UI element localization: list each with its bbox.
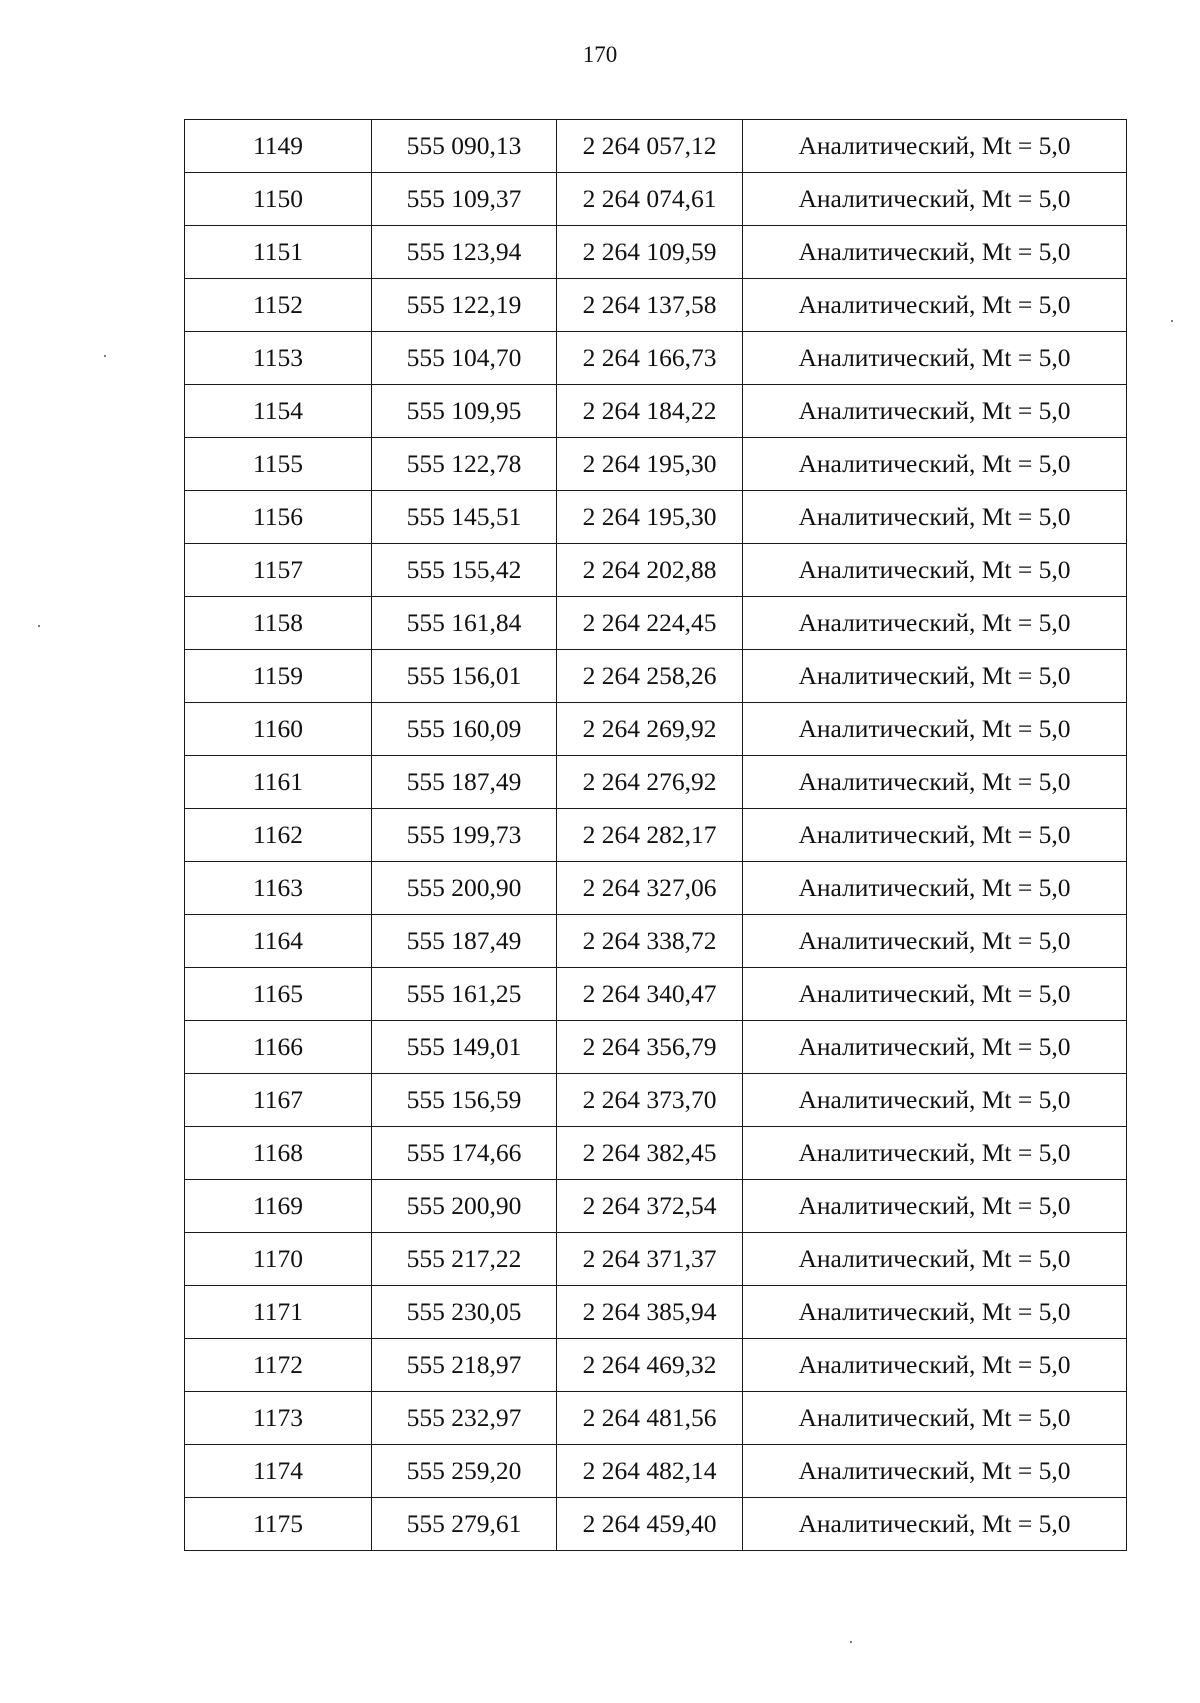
method-cell: Аналитический, Mt = 5,0	[743, 915, 1127, 968]
table-row	[185, 1127, 1127, 1180]
method-cell: Аналитический, Mt = 5,0	[743, 1233, 1127, 1286]
method-cell: Аналитический, Mt = 5,0	[743, 862, 1127, 915]
table-row	[185, 385, 1127, 438]
method-cell: Аналитический, Mt = 5,0	[743, 1074, 1127, 1127]
y-coordinate-cell: 2 264 371,37	[557, 1233, 743, 1286]
y-coordinate-cell: 2 264 276,92	[557, 756, 743, 809]
point-number-cell: 1174	[185, 1445, 372, 1498]
x-coordinate-cell: 555 160,09	[372, 703, 557, 756]
point-number-cell: 1159	[185, 650, 372, 703]
y-coordinate-cell: 2 264 195,30	[557, 491, 743, 544]
x-coordinate-cell: 555 149,01	[372, 1021, 557, 1074]
x-coordinate-cell: 555 145,51	[372, 491, 557, 544]
point-number-cell: 1152	[185, 279, 372, 332]
point-number-cell: 1153	[185, 332, 372, 385]
x-coordinate-cell: 555 122,19	[372, 279, 557, 332]
point-number-cell: 1150	[185, 173, 372, 226]
method-cell: Аналитический, Mt = 5,0	[743, 1498, 1127, 1551]
x-coordinate-cell: 555 109,95	[372, 385, 557, 438]
method-cell: Аналитический, Mt = 5,0	[743, 544, 1127, 597]
method-cell: Аналитический, Mt = 5,0	[743, 1392, 1127, 1445]
y-coordinate-cell: 2 264 184,22	[557, 385, 743, 438]
point-number-cell: 1167	[185, 1074, 372, 1127]
x-coordinate-cell: 555 090,13	[372, 120, 557, 173]
method-cell: Аналитический, Mt = 5,0	[743, 1180, 1127, 1233]
y-coordinate-cell: 2 264 481,56	[557, 1392, 743, 1445]
y-coordinate-cell: 2 264 356,79	[557, 1021, 743, 1074]
point-number-cell: 1169	[185, 1180, 372, 1233]
point-number-cell: 1170	[185, 1233, 372, 1286]
x-coordinate-cell: 555 161,84	[372, 597, 557, 650]
y-coordinate-cell: 2 264 109,59	[557, 226, 743, 279]
x-coordinate-cell: 555 217,22	[372, 1233, 557, 1286]
method-cell: Аналитический, Mt = 5,0	[743, 756, 1127, 809]
table-row	[185, 1392, 1127, 1445]
x-coordinate-cell: 555 123,94	[372, 226, 557, 279]
method-cell: Аналитический, Mt = 5,0	[743, 332, 1127, 385]
table-row	[185, 1445, 1127, 1498]
x-coordinate-cell: 555 187,49	[372, 915, 557, 968]
table-row	[185, 968, 1127, 1021]
table-row	[185, 597, 1127, 650]
method-cell: Аналитический, Mt = 5,0	[743, 1339, 1127, 1392]
method-cell: Аналитический, Mt = 5,0	[743, 703, 1127, 756]
x-coordinate-cell: 555 230,05	[372, 1286, 557, 1339]
page-number: 170	[582, 42, 618, 67]
table-row	[185, 1286, 1127, 1339]
y-coordinate-cell: 2 264 482,14	[557, 1445, 743, 1498]
y-coordinate-cell: 2 264 372,54	[557, 1180, 743, 1233]
table-row	[185, 544, 1127, 597]
x-coordinate-cell: 555 200,90	[372, 1180, 557, 1233]
point-number-cell: 1154	[185, 385, 372, 438]
point-number-cell: 1173	[185, 1392, 372, 1445]
table-row	[185, 1233, 1127, 1286]
x-coordinate-cell: 555 200,90	[372, 862, 557, 915]
x-coordinate-cell: 555 109,37	[372, 173, 557, 226]
y-coordinate-cell: 2 264 202,88	[557, 544, 743, 597]
x-coordinate-cell: 555 156,59	[372, 1074, 557, 1127]
coordinates-table	[184, 119, 1127, 1551]
y-coordinate-cell: 2 264 195,30	[557, 438, 743, 491]
x-coordinate-cell: 555 174,66	[372, 1127, 557, 1180]
point-number-cell: 1162	[185, 809, 372, 862]
point-number-cell: 1155	[185, 438, 372, 491]
y-coordinate-cell: 2 264 269,92	[557, 703, 743, 756]
table-row	[185, 756, 1127, 809]
method-cell: Аналитический, Mt = 5,0	[743, 809, 1127, 862]
y-coordinate-cell: 2 264 224,45	[557, 597, 743, 650]
method-cell: Аналитический, Mt = 5,0	[743, 226, 1127, 279]
table-row	[185, 703, 1127, 756]
y-coordinate-cell: 2 264 137,58	[557, 279, 743, 332]
y-coordinate-cell: 2 264 340,47	[557, 968, 743, 1021]
table-row	[185, 332, 1127, 385]
point-number-cell: 1160	[185, 703, 372, 756]
point-number-cell: 1149	[185, 120, 372, 173]
point-number-cell: 1165	[185, 968, 372, 1021]
scan-speck	[104, 355, 106, 357]
y-coordinate-cell: 2 264 166,73	[557, 332, 743, 385]
method-cell: Аналитический, Mt = 5,0	[743, 491, 1127, 544]
method-cell: Аналитический, Mt = 5,0	[743, 1286, 1127, 1339]
point-number-cell: 1157	[185, 544, 372, 597]
scan-speck	[38, 625, 40, 627]
x-coordinate-cell: 555 161,25	[372, 968, 557, 1021]
table-row	[185, 1180, 1127, 1233]
table-row	[185, 491, 1127, 544]
y-coordinate-cell: 2 264 459,40	[557, 1498, 743, 1551]
y-coordinate-cell: 2 264 327,06	[557, 862, 743, 915]
coordinates-table-body	[185, 120, 1127, 1551]
table-row	[185, 279, 1127, 332]
table-row	[185, 438, 1127, 491]
method-cell: Аналитический, Mt = 5,0	[743, 173, 1127, 226]
table-row	[185, 173, 1127, 226]
x-coordinate-cell: 555 156,01	[372, 650, 557, 703]
x-coordinate-cell: 555 122,78	[372, 438, 557, 491]
y-coordinate-cell: 2 264 258,26	[557, 650, 743, 703]
table-row	[185, 1021, 1127, 1074]
point-number-cell: 1175	[185, 1498, 372, 1551]
y-coordinate-cell: 2 264 382,45	[557, 1127, 743, 1180]
table-row	[185, 1498, 1127, 1551]
point-number-cell: 1151	[185, 226, 372, 279]
table-row	[185, 650, 1127, 703]
point-number-cell: 1164	[185, 915, 372, 968]
point-number-cell: 1156	[185, 491, 372, 544]
x-coordinate-cell: 555 104,70	[372, 332, 557, 385]
method-cell: Аналитический, Mt = 5,0	[743, 597, 1127, 650]
point-number-cell: 1168	[185, 1127, 372, 1180]
method-cell: Аналитический, Mt = 5,0	[743, 1445, 1127, 1498]
scan-speck	[1171, 320, 1173, 322]
method-cell: Аналитический, Mt = 5,0	[743, 438, 1127, 491]
table-row	[185, 862, 1127, 915]
point-number-cell: 1166	[185, 1021, 372, 1074]
method-cell: Аналитический, Mt = 5,0	[743, 385, 1127, 438]
method-cell: Аналитический, Mt = 5,0	[743, 1127, 1127, 1180]
y-coordinate-cell: 2 264 074,61	[557, 173, 743, 226]
method-cell: Аналитический, Mt = 5,0	[743, 279, 1127, 332]
table-row	[185, 1074, 1127, 1127]
point-number-cell: 1172	[185, 1339, 372, 1392]
y-coordinate-cell: 2 264 338,72	[557, 915, 743, 968]
y-coordinate-cell: 2 264 469,32	[557, 1339, 743, 1392]
x-coordinate-cell: 555 232,97	[372, 1392, 557, 1445]
table-row	[185, 120, 1127, 173]
x-coordinate-cell: 555 187,49	[372, 756, 557, 809]
table-row	[185, 915, 1127, 968]
table-row	[185, 809, 1127, 862]
x-coordinate-cell: 555 279,61	[372, 1498, 557, 1551]
x-coordinate-cell: 555 199,73	[372, 809, 557, 862]
point-number-cell: 1171	[185, 1286, 372, 1339]
method-cell: Аналитический, Mt = 5,0	[743, 1021, 1127, 1074]
method-cell: Аналитический, Mt = 5,0	[743, 120, 1127, 173]
table-row	[185, 226, 1127, 279]
y-coordinate-cell: 2 264 373,70	[557, 1074, 743, 1127]
scan-speck	[850, 1641, 852, 1643]
x-coordinate-cell: 555 218,97	[372, 1339, 557, 1392]
x-coordinate-cell: 555 155,42	[372, 544, 557, 597]
y-coordinate-cell: 2 264 057,12	[557, 120, 743, 173]
y-coordinate-cell: 2 264 385,94	[557, 1286, 743, 1339]
point-number-cell: 1163	[185, 862, 372, 915]
point-number-cell: 1158	[185, 597, 372, 650]
method-cell: Аналитический, Mt = 5,0	[743, 968, 1127, 1021]
table-row	[185, 1339, 1127, 1392]
method-cell: Аналитический, Mt = 5,0	[743, 650, 1127, 703]
point-number-cell: 1161	[185, 756, 372, 809]
y-coordinate-cell: 2 264 282,17	[557, 809, 743, 862]
x-coordinate-cell: 555 259,20	[372, 1445, 557, 1498]
